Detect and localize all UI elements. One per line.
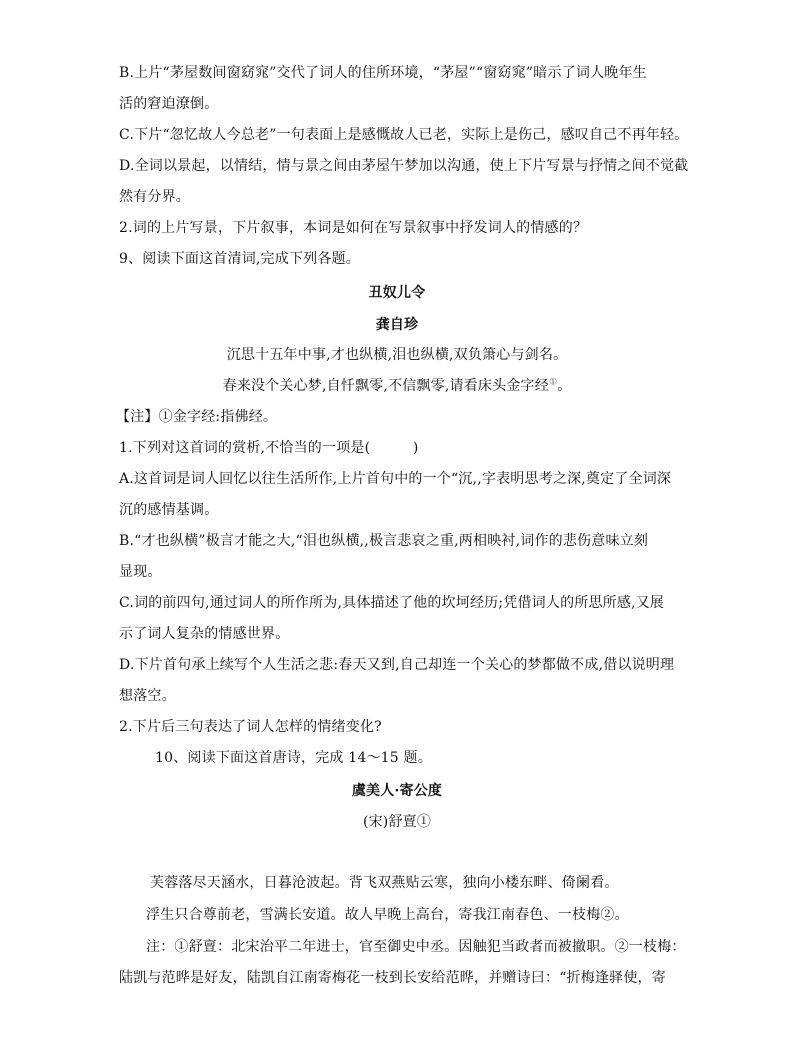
poem-yumeiren-line-1: 芙蓉落尽天涵水，日暮沧波起。背飞双燕贴云寒，独向小楼东畔、倚阑看。 [150,875,619,891]
option-c-line: C.下片“忽忆故人今总老”一句表面上是感慨故人已老，实际上是伤己，感叹自己不再年轻。 [119,127,689,143]
footnote-marker: ① [548,377,558,388]
section-9-heading: 9、阅读下面这首清词,完成下列各题。 [119,251,360,267]
option-b-line-2: 活的窘迫潦倒。 [119,96,219,112]
section-10-heading: 10、阅读下面这首唐诗，完成 14～15 题。 [155,750,432,766]
answer-b-line-1: B.“才也纵横”极言才能之大,“泪也纵横,,极言悲哀之重,两相映衬,词作的悲伤意味立刻 [119,533,649,549]
poem-note: 【注】①金字经:指佛经。 [116,409,278,425]
question-2-line: 2.词的上片写景，下片叙事，本词是如何在写景叙事中抒发词人的情感的？ [119,220,588,236]
poem-line-2-text: 春来没个关心梦,自忏飘零,不信飘零,请看床头金字经 [222,378,549,394]
question-2b-line: 2.下片后三句表达了词人怎样的情绪变化? [119,719,382,735]
option-b-line-1: B.上片“茅屋数间窗窈窕”交代了词人的住所环境，“茅屋”“窗窈窕”暗示了词人晚年生 [119,65,647,81]
answer-a-line-1: A.这首词是词人回忆以往生活所作,上片首句中的一个“沉,,字表明思考之深,奠定了全词深 [119,471,672,487]
poem-line-2 [0,376,794,396]
poem-author-gongzizhen: 龚自珍 [375,317,419,333]
poem-line-2-tail: 。 [557,378,572,394]
poem-yumeiren-line-2: 浮生只合尊前老，雪满长安道。故人早晚上高台，寄我江南春色、一枝梅②。 [146,907,629,923]
answer-a-line-2: 沉的感情基调。 [119,502,219,518]
answer-c-line-1: C.词的前四句,通过词人的所作所为,具体描述了他的坎坷经历;凭借词人的所思所感,又展 [119,595,665,611]
answer-b-line-2: 显现。 [119,564,162,580]
poem-line-1: 沉思十五年中事,才也纵横,泪也纵横,双负箫心与剑名。 [226,347,568,363]
poem-yumeiren-note-1: 注：①舒亶：北宋治平二年进士，官至御史中丞。因触犯当政者而被撤职。②一枝梅： [146,939,686,955]
option-d-line-2: 然有分界。 [119,189,190,205]
answer-c-line-2: 示了词人复杂的情感世界。 [119,626,290,642]
question-1-line: 1.下列对这首词的赏析,不恰当的一项是( ) [119,440,419,456]
option-d-line-1: D.全词以景起，以情结，情与景之间由茅屋午梦加以沟通，使上下片写景与抒情之间不觉截 [119,158,689,174]
answer-d-line-1: D.下片首句承上续写个人生活之悲:春天又到,自己却连一个关心的梦都做不成,借以说明理 [119,657,675,673]
poem-yumeiren-note-2: 陆凯与范晔是好友，陆凯自江南寄梅花一枝到长安给范晔，并赠诗曰：“折梅逢驿使，寄 [119,970,666,986]
answer-d-line-2: 想落空。 [119,688,176,704]
poem-title-yumeiren: 虞美人·寄公度 [351,783,443,799]
poem-author-shudan: (宋)舒亶① [362,814,432,830]
poem-title-chounuer: 丑奴儿令 [368,285,426,301]
